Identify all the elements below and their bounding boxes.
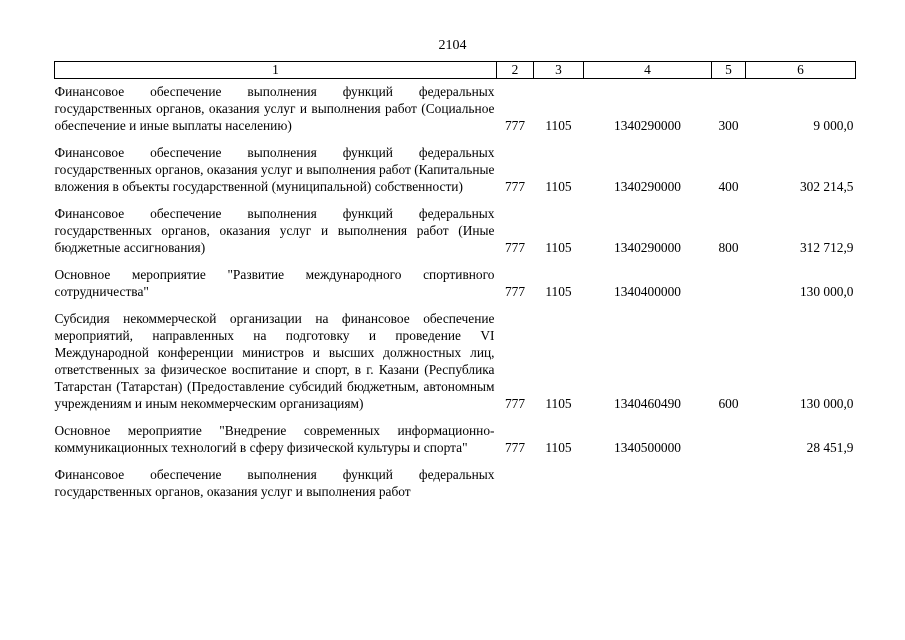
- row-ministry-code: 777: [504, 118, 526, 133]
- table-row: [55, 306, 856, 418]
- row-target-code: 1340290000: [614, 118, 681, 133]
- row-expense-type: 400: [718, 179, 739, 194]
- row-target-code: 1340500000: [614, 440, 681, 455]
- row-expense-type: 600: [718, 396, 739, 411]
- table-row: [55, 79, 856, 141]
- row-ministry-code: 777: [504, 440, 526, 455]
- table-row: [55, 201, 856, 262]
- row-description: Финансовое обеспечение выполнения функций федеральных государственных органов, оказания услуг и выполнения работ (Иные бюджетные ассигнования): [54, 206, 495, 255]
- row-amount: 9 000,0: [813, 118, 854, 133]
- row-target-code: [584, 462, 712, 500]
- row-description: Субсидия некоммерческой организации на финансовое обеспечение мероприятий, направленных на подготовку и проведение VI Международной конференции министров и высших должностных лиц, ответственных за физическое воспитание и спорт, в г. Казани (Республика Татарстан (Татарстан) (Предоставление субсидий бюджетным, автономным учреждениям и иным некоммерческим организациям): [54, 311, 495, 411]
- row-description: Основное мероприятие "Внедрение современных информационно-коммуникационных технологий в сферу физической культуры и спорта": [54, 423, 495, 455]
- header-col-4: 4: [584, 62, 712, 79]
- row-amount: 130 000,0: [799, 284, 854, 299]
- row-ministry-code: 777: [504, 240, 526, 255]
- row-expense-type: 800: [718, 240, 739, 255]
- row-target-code: 1340400000: [614, 284, 681, 299]
- row-section-code: 1105: [545, 440, 572, 455]
- row-target-code: 1340460490: [614, 396, 681, 411]
- header-col-1: 1: [55, 62, 497, 79]
- row-expense-type: [712, 462, 746, 500]
- header-col-5: 5: [712, 62, 746, 79]
- row-expense-type: [712, 262, 746, 306]
- row-amount: 312 712,9: [799, 240, 854, 255]
- row-expense-type: [712, 418, 746, 462]
- header-col-3: 3: [534, 62, 584, 79]
- row-section-code: 1105: [545, 118, 572, 133]
- row-description: Финансовое обеспечение выполнения функций федеральных государственных органов, оказания услуг и выполнения работ: [54, 467, 495, 499]
- header-col-2: 2: [497, 62, 534, 79]
- table-header: [55, 62, 856, 79]
- row-section-code: [534, 462, 584, 500]
- table-body: [55, 79, 856, 501]
- row-target-code: 1340290000: [614, 240, 681, 255]
- row-ministry-code: 777: [504, 179, 526, 194]
- row-amount: 28 451,9: [806, 440, 854, 455]
- row-description: Основное мероприятие "Развитие международного спортивного сотрудничества": [54, 267, 495, 299]
- budget-table: [54, 61, 856, 500]
- row-section-code: 1105: [545, 284, 572, 299]
- table-row: [55, 140, 856, 201]
- header-col-6: 6: [746, 62, 856, 79]
- row-amount: 302 214,5: [799, 179, 854, 194]
- row-expense-type: 300: [718, 118, 739, 133]
- table-row: [55, 262, 856, 306]
- page-number: 2104: [438, 38, 467, 53]
- row-amount: 130 000,0: [799, 396, 854, 411]
- row-ministry-code: 777: [504, 284, 526, 299]
- row-section-code: 1105: [545, 240, 572, 255]
- row-description: Финансовое обеспечение выполнения функций федеральных государственных органов, оказания услуг и выполнения работ (Капитальные вложения в объекты государственной (муниципальной) собственности): [54, 145, 495, 194]
- row-ministry-code: [497, 462, 534, 500]
- row-section-code: 1105: [545, 179, 572, 194]
- row-amount: [746, 462, 856, 500]
- row-description: Финансовое обеспечение выполнения функций федеральных государственных органов, оказания услуг и выполнения работ (Социальное обеспечение и иные выплаты населению): [54, 84, 495, 133]
- row-section-code: 1105: [545, 396, 572, 411]
- table-row: [55, 462, 856, 500]
- table-row: [55, 418, 856, 462]
- header-row: [55, 62, 856, 79]
- row-target-code: 1340290000: [614, 179, 681, 194]
- row-ministry-code: 777: [504, 396, 526, 411]
